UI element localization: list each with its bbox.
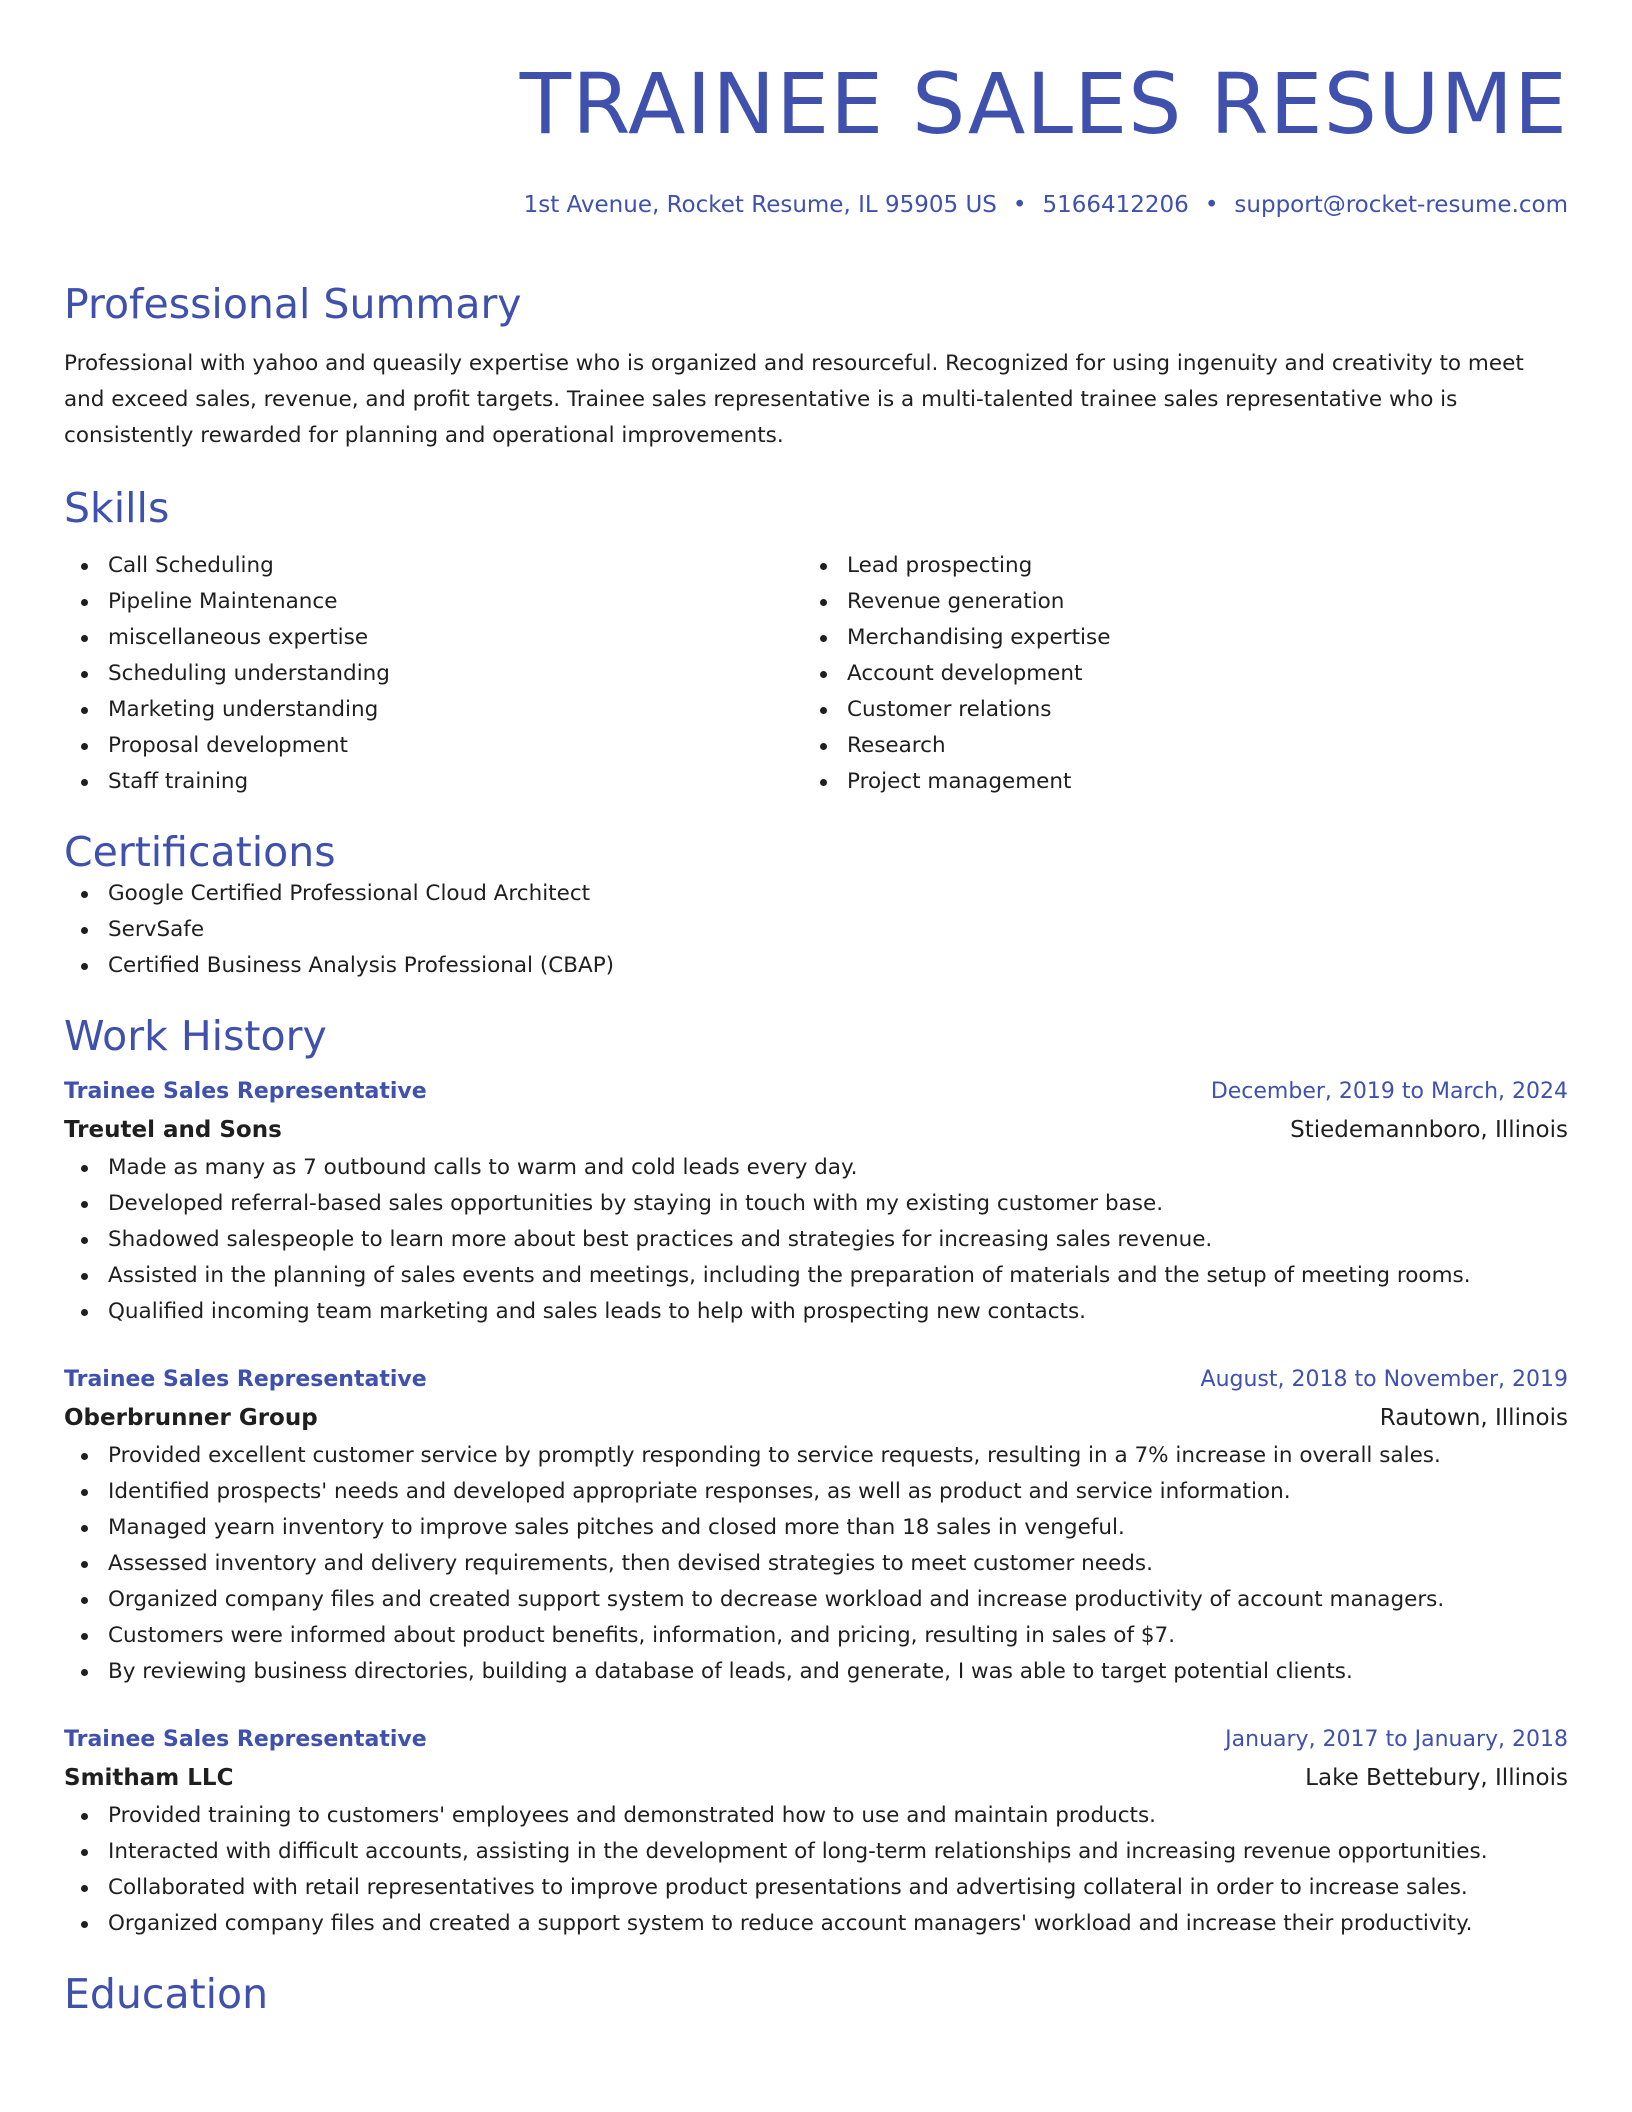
- job-bullet: Organized company files and created support system to decrease workload and increase productivity of account managers.: [64, 1582, 1568, 1618]
- skill-item: Call Scheduling: [64, 548, 803, 584]
- skill-item: Lead prospecting: [803, 548, 1568, 584]
- job-title: Trainee Sales Representative: [64, 1367, 427, 1392]
- job-bullet: Collaborated with retail representatives to improve product presentations and advertising collateral in order to increase sales.: [64, 1870, 1568, 1906]
- job-dates: August, 2018 to November, 2019: [1200, 1367, 1568, 1392]
- section-title-certifications: Certifications: [64, 828, 336, 876]
- job-company: Treutel and Sons: [64, 1117, 282, 1143]
- job-header-row: [64, 1722, 1568, 1758]
- job-location: Stiedemannboro, Illinois: [1290, 1117, 1568, 1143]
- job-dates: January, 2017 to January, 2018: [1225, 1727, 1568, 1752]
- skill-item: miscellaneous expertise: [64, 620, 803, 656]
- job-bullet: Managed yearn inventory to improve sales pitches and closed more than 18 sales in vengeful.: [64, 1510, 1568, 1546]
- certification-item: Certified Business Analysis Professional (CBAP): [64, 948, 1568, 984]
- contact-email[interactable]: support@rocket-resume.com: [1234, 192, 1568, 218]
- job-title: Trainee Sales Representative: [64, 1079, 427, 1104]
- certification-item: ServSafe: [64, 912, 1568, 948]
- skill-item: Proposal development: [64, 728, 803, 764]
- job-company-row: [64, 1758, 1568, 1798]
- contact-phone: 5166412206: [1042, 192, 1189, 218]
- job-bullet: By reviewing business directories, building a database of leads, and generate, I was able to target potential clients.: [64, 1654, 1568, 1690]
- job-dates: December, 2019 to March, 2024: [1210, 1079, 1568, 1104]
- job-bullet: Provided excellent customer service by promptly responding to service requests, resulting in a 7% increase in overall sales.: [64, 1438, 1568, 1474]
- job-bullet: Assisted in the planning of sales events and meetings, including the preparation of materials and the setup of meeting rooms.: [64, 1258, 1568, 1294]
- job-bullet: Assessed inventory and delivery requirements, then devised strategies to meet customer needs.: [64, 1546, 1568, 1582]
- job-title: Trainee Sales Representative: [64, 1727, 427, 1752]
- skill-item: Staff training: [64, 764, 803, 800]
- job-entry: [64, 1362, 1568, 1690]
- skills-list-right: [803, 548, 1568, 800]
- job-bullet: Customers were informed about product benefits, information, and pricing, resulting in sales of $7.: [64, 1618, 1568, 1654]
- skills-list-left: [64, 548, 803, 800]
- summary-text: Professional with yahoo and queasily expertise who is organized and resourceful. Recognized for using ingenuity and creativity to meet and exceed sales, revenue, and profit targets. Trainee sales representative is a multi-talented trainee sales representative who is consistently rewarded for planning and operational improvements.: [64, 351, 1524, 448]
- job-bullet: Interacted with difficult accounts, assisting in the development of long-term relationships and increasing revenue opportunities.: [64, 1834, 1568, 1870]
- job-header-row: [64, 1074, 1568, 1110]
- job-location: Lake Bettebury, Illinois: [1305, 1765, 1568, 1791]
- skill-item: Revenue generation: [803, 584, 1568, 620]
- job-bullet-list: [64, 1150, 1568, 1330]
- skill-item: Pipeline Maintenance: [64, 584, 803, 620]
- job-company: Smitham LLC: [64, 1765, 234, 1791]
- job-bullet: Made as many as 7 outbound calls to warm and cold leads every day.: [64, 1150, 1568, 1186]
- job-company-row: [64, 1110, 1568, 1150]
- job-bullet-list: [64, 1798, 1568, 1942]
- job-bullet: Developed referral-based sales opportunities by staying in touch with my existing customer base.: [64, 1186, 1568, 1222]
- contact-separator: •: [1012, 192, 1027, 218]
- skill-item: Account development: [803, 656, 1568, 692]
- skills-grid: [64, 548, 1568, 800]
- skill-item: Scheduling understanding: [64, 656, 803, 692]
- section-title-summary: Professional Summary: [64, 280, 522, 328]
- job-company-row: [64, 1398, 1568, 1438]
- resume-title: TRAINEE SALES RESUME: [519, 55, 1568, 153]
- skill-item: Marketing understanding: [64, 692, 803, 728]
- certifications-list: [64, 876, 1568, 984]
- contact-line: [64, 190, 1568, 220]
- skill-item: Merchandising expertise: [803, 620, 1568, 656]
- job-company: Oberbrunner Group: [64, 1405, 318, 1431]
- job-bullet-list: [64, 1438, 1568, 1690]
- resume-header: [64, 0, 1568, 220]
- job-bullet: Organized company files and created a support system to reduce account managers' workload and increase their productivity.: [64, 1906, 1568, 1942]
- job-location: Rautown, Illinois: [1379, 1405, 1568, 1431]
- job-bullet: Qualified incoming team marketing and sales leads to help with prospecting new contacts.: [64, 1294, 1568, 1330]
- job-header-row: [64, 1362, 1568, 1398]
- skill-item: Project management: [803, 764, 1568, 800]
- certification-item: Google Certified Professional Cloud Architect: [64, 876, 1568, 912]
- section-title-education: Education: [64, 1970, 269, 2018]
- job-bullet: Identified prospects' needs and developed appropriate responses, as well as product and service information.: [64, 1474, 1568, 1510]
- skill-item: Research: [803, 728, 1568, 764]
- job-entry: [64, 1722, 1568, 1942]
- contact-separator: •: [1204, 192, 1219, 218]
- job-bullet: Provided training to customers' employees and demonstrated how to use and maintain products.: [64, 1798, 1568, 1834]
- contact-address: 1st Avenue, Rocket Resume, IL 95905 US: [523, 192, 997, 218]
- section-title-skills: Skills: [64, 484, 170, 532]
- section-title-work-history: Work History: [64, 1012, 327, 1060]
- job-entry: [64, 1074, 1568, 1330]
- skill-item: Customer relations: [803, 692, 1568, 728]
- job-bullet: Shadowed salespeople to learn more about best practices and strategies for increasing sales revenue.: [64, 1222, 1568, 1258]
